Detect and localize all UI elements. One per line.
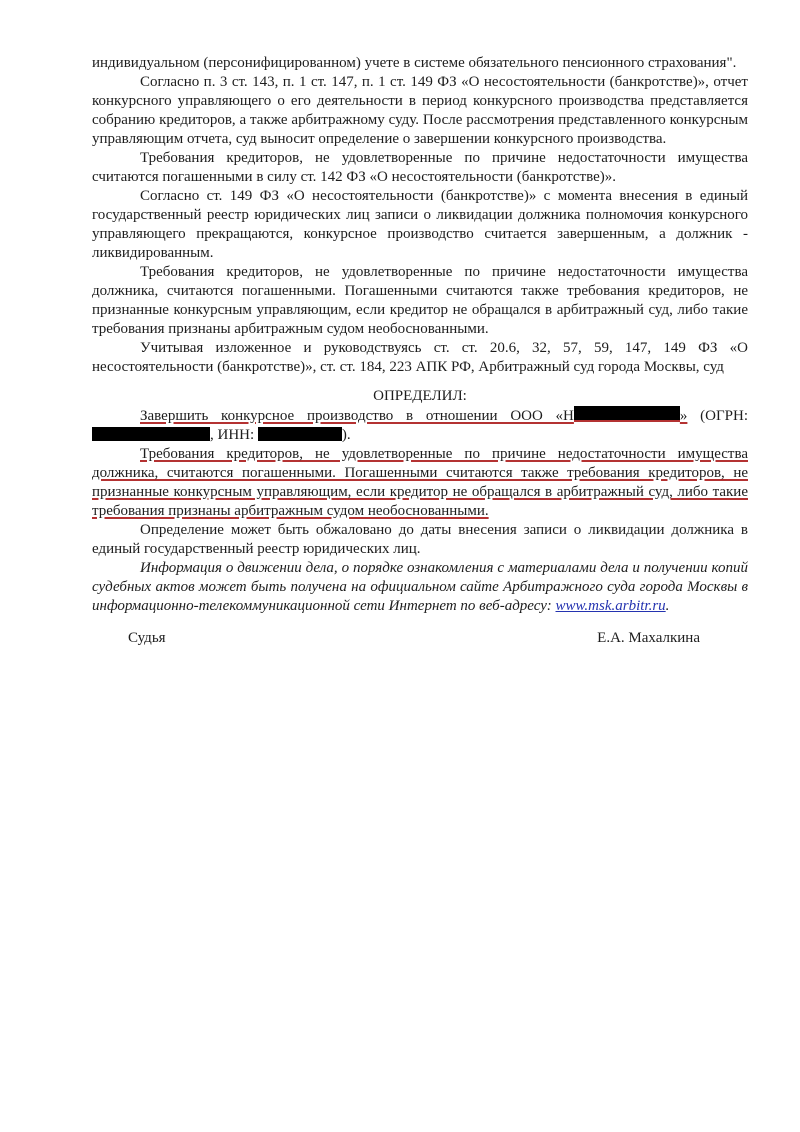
- paragraph-info-website: [92, 559, 748, 616]
- paragraph-ruling-completion: [92, 406, 748, 445]
- paragraph-pension-insurance: [92, 54, 748, 73]
- paragraph-fz-report: [92, 73, 748, 149]
- text-run: , ИНН:: [210, 427, 258, 443]
- text-run: Согласно ст. 149 ФЗ «О несостоятельности (банкротстве)» с момента внесения в единый государственный реестр юридических лиц записи о ликвидации должника полномочия конкурсного управляющего прекращаются, конкурсное производство считается завершенным, а должник - ликвидированным.: [92, 188, 748, 261]
- text-run: Определение может быть обжаловано до даты внесения записи о ликвидации должника в единый государственный реестр юридических лиц.: [92, 522, 748, 557]
- redaction-box: [574, 406, 680, 422]
- text-run: Учитывая изложенное и руководствуясь ст. ст. 20.6, 32, 57, 59, 147, 149 ФЗ «О несостоятельности (банкротстве)», ст. ст. 184, 223 АПК РФ, Арбитражный суд города Москвы, суд: [92, 340, 748, 375]
- text-run: Требования кредиторов, не удовлетворенные по причине недостаточности имущества должника, считаются погашенными. Погашенными считаются также требования кредиторов, не признанные конкурсным управляющим, если кредитор не обращался в арбитражный суд, либо такие требования признаны арбитражным судом необоснованными.: [92, 264, 748, 337]
- text-run: Согласно п. 3 ст. 143, п. 1 ст. 147, п. 1 ст. 149 ФЗ «О несостоятельности (банкротстве)», отчет конкурсного управляющего о его деятельности в период конкурсного производства представляется собранию кредиторов, а также арбитражному суду. После рассмотрения представленного конкурсным управляющим отчета, суд выносит определение о завершении конкурсного производства.: [92, 74, 748, 147]
- paragraph-appeal: [92, 521, 748, 559]
- signature-judge-name: Е.А. Махалкина: [597, 630, 700, 646]
- text-run: (ОГРН:: [687, 408, 748, 424]
- text-run: индивидуальном (персонифицированном) учете в системе обязательного пенсионного страхования".: [92, 55, 737, 71]
- redaction-box: [258, 427, 342, 441]
- document-blocks: [92, 54, 748, 616]
- signature-row: [92, 616, 748, 648]
- text-run: Требования кредиторов, не удовлетворенные по причине недостаточности имущества считаются погашенными в силу ст. 142 ФЗ «О несостоятельности (банкротстве)».: [92, 150, 748, 185]
- paragraph-creditor-claims-142: [92, 149, 748, 187]
- text-run: Завершить конкурсное производство в отношении ООО «Н: [140, 408, 574, 424]
- text-run: Информация о движении дела, о порядке ознакомления с материалами дела и получении копий судебных актов может быть получена на официальном сайте Арбитражного суда города Москвы в информационно-телекоммуникационной сети Интернет по веб-адресу:: [92, 560, 748, 614]
- paragraph-creditor-claims-settled: [92, 263, 748, 339]
- paragraph-ruling-claims-settled: [92, 445, 748, 521]
- paragraph-legal-basis: [92, 339, 748, 377]
- text-run: Требования кредиторов, не удовлетворенные по причине недостаточности имущества должника, считаются погашенными. Погашенными считаются также требования кредиторов, не признанные конкурсным управляющим, если кредитор не обращался в арбитражный суд, либо такие требования признаны арбитражным судом необоснованными.: [92, 446, 748, 519]
- signature-role-label: Судья: [128, 630, 166, 646]
- paragraph-fz-149-liquidation: [92, 187, 748, 263]
- court-website-link[interactable]: www.msk.arbitr.ru: [555, 598, 666, 614]
- text-run: »: [679, 408, 688, 424]
- ruling-heading: ОПРЕДЕЛИЛ:: [373, 388, 467, 404]
- text-run: .: [665, 598, 670, 614]
- text-run: ).: [341, 427, 351, 443]
- redaction-box: [92, 427, 210, 441]
